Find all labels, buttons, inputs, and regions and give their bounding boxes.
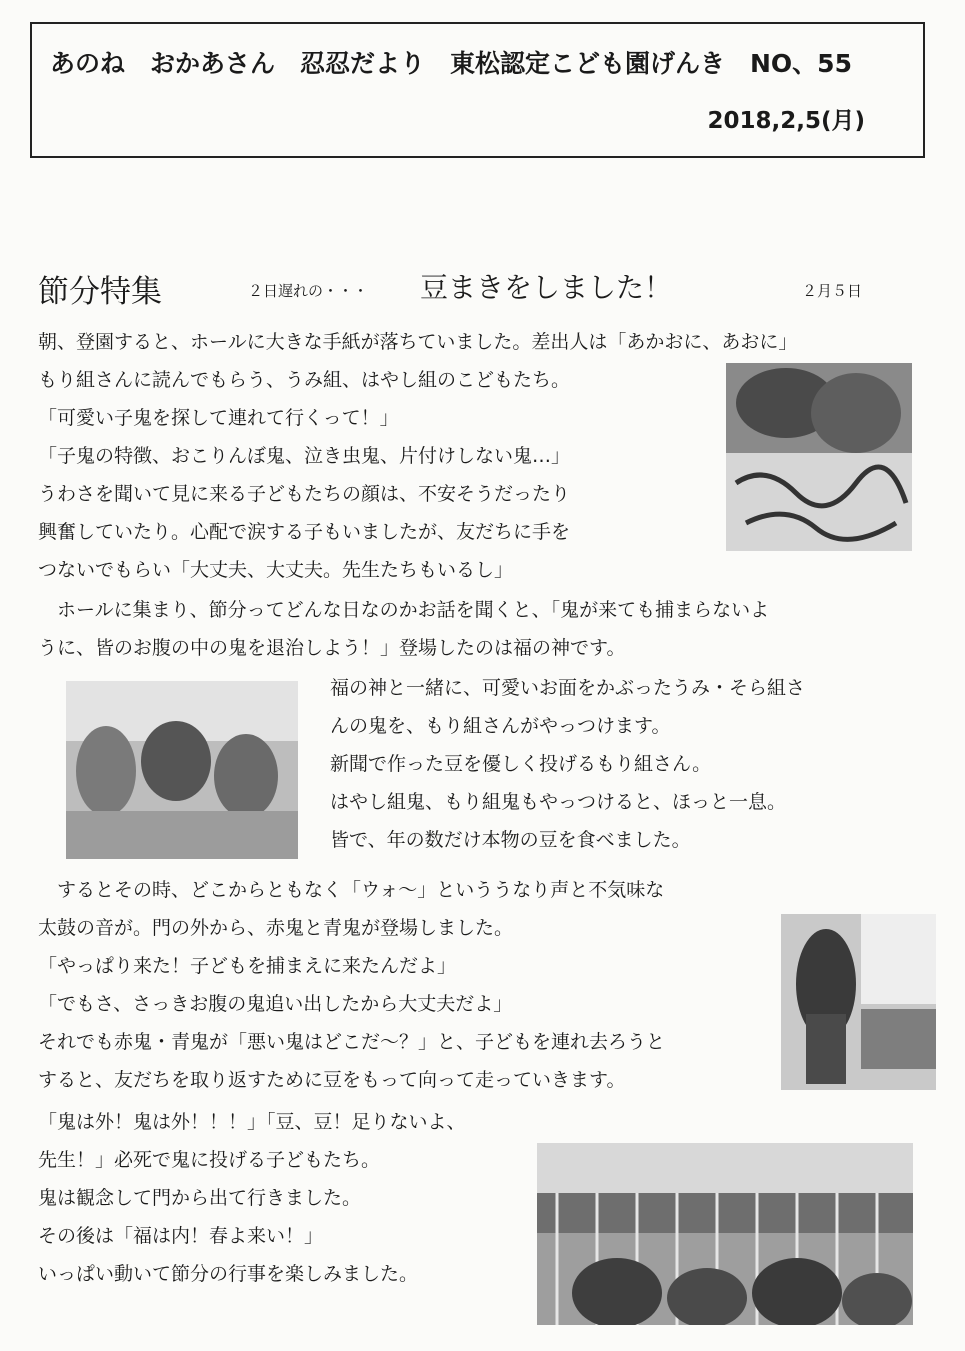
body-line: するとその時、どこからともなく「ウォ～」といううなり声と不気味な xyxy=(38,879,665,901)
newsletter-title: あのね おかあさん 忍忍だより 東松認定こども園げんき NO、55 xyxy=(50,49,852,78)
body-line: 太鼓の音が。門の外から、赤鬼と青鬼が登場しました。 xyxy=(38,917,514,939)
header-box xyxy=(30,22,925,158)
body-line: 福の神と一緒に、可愛いお面をかぶったうみ・そら組さ xyxy=(330,677,806,699)
body-line: 興奮していたり。心配で涙する子もいましたが、友だちに手を xyxy=(38,521,571,543)
body-line: うに、皆のお腹の中の鬼を退治しよう！」登場したのは福の神です。 xyxy=(38,637,626,659)
photo-fukunokami xyxy=(66,681,298,859)
body-line: 先生！」必死で鬼に投げる子どもたち。 xyxy=(38,1149,381,1171)
body-line: はやし組鬼、もり組鬼もやっつけると、ほっと一息。 xyxy=(330,791,787,813)
body-line: 鬼は観念して門から出て行きました。 xyxy=(38,1187,362,1209)
body-line: 「鬼は外！鬼は外！！！」「豆、豆！足りないよ、 xyxy=(38,1111,466,1133)
body-line: すると、友だちを取り返すために豆をもって向って走っていきます。 xyxy=(38,1069,626,1091)
heading-title: 豆まきをしました！ xyxy=(420,271,673,304)
body-line: それでも赤鬼・青鬼が「悪い鬼はどこだ～？」と、子どもを連れ去ろうと xyxy=(38,1031,666,1053)
newsletter-date: 2018,2,5(月) xyxy=(707,108,865,134)
body-line: んの鬼を、もり組さんがやっつけます。 xyxy=(330,715,671,737)
body-line: 「でもさ、さっきお腹の鬼追い出したから大丈夫だよ」 xyxy=(38,993,513,1015)
body-line: 「子鬼の特徴、おこりんぼ鬼、泣き虫鬼、片付けしない鬼…」 xyxy=(38,445,571,467)
body-line: 「可愛い子鬼を探して連れて行くって！」 xyxy=(38,407,399,429)
photo-oni xyxy=(781,914,936,1090)
body-line: いっぱい動いて節分の行事を楽しみました。 xyxy=(38,1263,419,1285)
body-line: つないでもらい「大丈夫、大丈夫。先生たちもいるし」 xyxy=(38,559,514,581)
body-line: もり組さんに読んでもらう、うみ組、はやし組のこどもたち。 xyxy=(38,369,571,391)
body-line: 皆で、年の数だけ本物の豆を食べました。 xyxy=(330,829,691,851)
body-line: ホールに集まり、節分ってどんな日なのかお話を聞くと、「鬼が来ても捕まらないよ xyxy=(38,599,770,621)
body-line: その後は「福は内！春よ来い！」 xyxy=(38,1225,324,1247)
body-line: 朝、登園すると、ホールに大きな手紙が落ちていました。差出人は「あかおに、あおに」 xyxy=(38,331,798,353)
photo-gate xyxy=(537,1143,913,1325)
heading-sub: ２日遅れの・・・ xyxy=(248,282,369,300)
heading-date: ２月５日 xyxy=(802,282,863,300)
heading-main: 節分特集 xyxy=(38,274,162,310)
article-heading xyxy=(38,266,863,311)
body-line: 「やっぱり来た！子どもを捕まえに来たんだよ」 xyxy=(38,955,457,977)
body-line: 新聞で作った豆を優しく投げるもり組さん。 xyxy=(330,753,712,775)
photo-letter xyxy=(726,363,912,551)
body-line: うわさを聞いて見に来る子どもたちの顔は、不安そうだったり xyxy=(38,483,571,505)
